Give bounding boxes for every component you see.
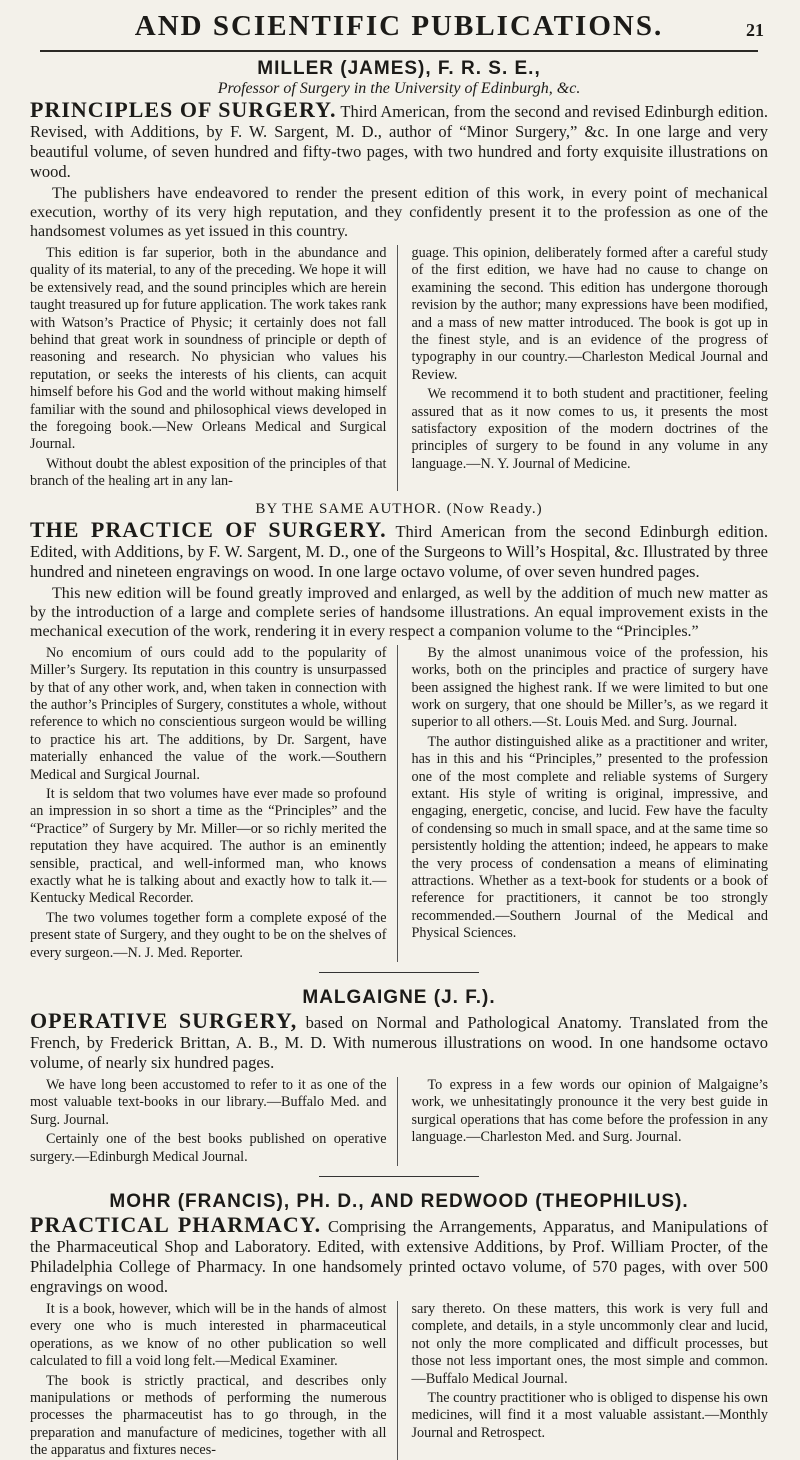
reviews-right-column <box>412 245 769 491</box>
entry-miller-practice <box>30 501 768 962</box>
reviews-left-column <box>30 245 398 491</box>
running-head <box>30 10 768 50</box>
book-title: PRACTICAL PHARMACY. <box>30 1212 322 1238</box>
header-rule <box>40 50 758 52</box>
section-divider <box>319 1176 479 1177</box>
book-title: THE PRACTICE OF SURGERY. <box>30 516 387 542</box>
reviews-left-column <box>30 1077 398 1166</box>
reviews-right-column <box>412 1301 769 1460</box>
reviews-right-column <box>412 645 769 962</box>
book-title-block <box>30 97 768 182</box>
review-text: guage. This opinion, deliberately formed after a careful study of the first edition, we have had no cause to change on examining the second. This edition has undergone thorough revision by the author; many expressions have been modified, and a mass of new matter introduced. The book is got up in the finest style, and is an evidence of the progress of typography in our country.—Charleston Medical Journal and Review. <box>411 245 768 383</box>
book-description: Third American, from the second and revised Edinburgh edition. Revised, with Additions, by F. W. Sargent, M. D., author of “Minor Surgery,” &c. In one large and very beautiful volume, of seven hundred and fifty-two pages, with two hundred and forty exquisite illustrations on wood. <box>30 102 768 181</box>
reviews-right-column <box>412 1077 769 1166</box>
review-text: No encomium of ours could add to the popularity of Miller’s Surgery. Its reputation in this country is unsurpassed by that of any other work, and, when taken in connection with the author’s Principles of Surgery, constitutes a whole, without reference to which no conscientious surgeon would be willing to practice his art. The additions, by Dr. Sargent, have materially enhanced the value of the work.—Southern Medical and Surgical Journal. <box>30 644 387 783</box>
review-text: We recommend it to both student and practitioner, feeling assured that as it now comes to us, it presents the most satisfactory exposition of the modern doctrines of the principles of surgery to be found in any volume in any language.—N. Y. Journal of Medicine. <box>411 386 768 472</box>
author-heading: MALGAIGNE (J. F.). <box>302 987 496 1008</box>
author-heading: MOHR (FRANCIS), PH. D., AND REDWOOD (THEOPHILUS). <box>109 1191 689 1213</box>
entry-malgaigne <box>30 987 768 1166</box>
author-heading: MILLER (JAMES), F. R. S. E., <box>257 58 541 79</box>
book-description: Comprising the Arrangements, Apparatus, and Manipulations of the Pharmaceutical Shop and Laboratory. Edited, with extensive Additions, by Prof. William Procter, of the Philadelphia College of Pharmacy. In one handsomely printed octavo volume, of 570 pages, with over 500 engravings on wood. <box>30 1217 768 1297</box>
book-title: PRINCIPLES OF SURGERY. <box>30 97 337 122</box>
review-text: To express in a few words our opinion of Malgaigne’s work, we unhesitatingly pronounce it the very best guide in surgical operations that has come before the profession in any language.—Charleston Med. and Surg. Journal. <box>411 1077 768 1146</box>
review-text: It is a book, however, which will be in the hands of almost every one who is much interested in pharmaceutical operations, as we know of no other publication so well calculated to fill a void long felt.—Medical Examiner. <box>30 1301 387 1370</box>
review-text: This edition is far superior, both in the abundance and quality of its material, to any of the preceding. We hope it will be extensively read, and the sound principles which are herein taught treasured up for future application. The work takes rank with Watson’s Practice of Physic; it certainly does not fall behind that great work in soundness of principle or depth of reasoning and research. No physician who values his reputation, or seeks the interests of his clients, can acquit himself before his God and the world without making himself familiar with the sound and philosophical views developed in the foregoing book.—New Orleans Medical and Surgical Journal. <box>30 245 387 453</box>
review-text: Certainly one of the best books published on operative surgery.—Edinburgh Medical Journal. <box>30 1131 387 1165</box>
author-affiliation: Professor of Surgery in the University of Edinburgh, &c. <box>217 80 581 97</box>
book-description: based on Normal and Pathological Anatomy. Translated from the French, by Frederick Brittan, A. B., M. D. With numerous illustrations on wood. In one handsome octavo volume, of nearly six hundred pages. <box>30 1013 768 1072</box>
review-text: The two volumes together form a complete exposé of the present state of Surgery, and they ought to be on the shelves of every surgeon.—N. J. Med. Reporter. <box>30 909 387 961</box>
book-title-block <box>30 1008 768 1073</box>
reviews <box>30 1301 768 1460</box>
reviews <box>30 645 768 962</box>
review-text: sary thereto. On these matters, this work is very full and complete, and details, in a style uncommonly clear and lucid, not only the more complicated and difficult processes, but those not less important ones, the most simple and common.—Buffalo Medical Journal. <box>411 1301 768 1387</box>
entry-miller-principles <box>30 58 768 491</box>
byline: BY THE SAME AUTHOR. (Now Ready.) <box>255 500 543 517</box>
review-text: We have long been accustomed to refer to it as one of the most valuable text-books in our library.—Buffalo Med. and Surg. Journal. <box>30 1077 387 1128</box>
review-text: By the almost unanimous voice of the profession, his works, both on the principles and practice of surgery have been assigned the highest rank. If we were limited to but one work on surgery, that one should be Miller’s, as we regard it superior to all others.—St. Louis Med. and Surg. Journal. <box>411 644 768 731</box>
reviews <box>30 245 768 491</box>
book-title-block <box>30 516 768 582</box>
review-text: The book is strictly practical, and describes only manipulations or methods of performing the numerous processes the pharmaceutist has to go through, in the preparation and manufacture of medicines, together with all the apparatus and fixtures neces- <box>30 1372 387 1459</box>
book-description: Third American from the second Edinburgh edition. Edited, with Additions, by F. W. Sargent, M. D., one of the Surgeons to Will’s Hospital, &c. Illustrated by three hundred and nineteen engravings on wood. In one large octavo volume, of over seven hundred pages. <box>30 521 768 581</box>
publisher-note: This new edition will be found greatly improved and enlarged, as well by the addition of much new matter as by the introduction of a large and complete series of handsome illustrations. An equal improvement exists in the mechanical execution of the work, rendering it in every respect a companion volume to the “Principles.” <box>30 584 768 640</box>
section-divider <box>319 972 479 973</box>
page-number: 21 <box>746 20 764 40</box>
reviews-left-column <box>30 645 398 962</box>
book-title-block <box>30 1212 768 1297</box>
reviews-left-column <box>30 1301 398 1460</box>
publisher-note: The publishers have endeavored to render the present edition of this work, in every point of mechanical execution, worthy of its very high reputation, and they confidently present it to the profession as one of the handsomest volumes as yet issued in this country. <box>30 185 768 240</box>
review-text: It is seldom that two volumes have ever made so profound an impression in so short a time as the “Principles” and the “Practice” of Surgery by Mr. Miller—or so richly merited the reputation they have acquired. The author is an eminently sensible, practical, and well-informed man, who knows exactly what he is talking about and exactly how to talk it.—Kentucky Medical Recorder. <box>30 785 387 907</box>
review-text: The country practitioner who is obliged to dispense his own medicines, will find it a most valuable assistant.—Monthly Journal and Retrospect. <box>411 1390 768 1441</box>
book-title: OPERATIVE SURGERY, <box>30 1008 298 1033</box>
entry-mohr-redwood <box>30 1191 768 1460</box>
review-text: Without doubt the ablest exposition of the principles of that branch of the healing art in any lan- <box>30 455 387 490</box>
review-text: The author distinguished alike as a practitioner and writer, has in this and his “Principles,” presented to the profession one of the most complete and reliable systems of Surgery extant. His style of writing is original, impressive, and engaging, energetic, concise, and lucid. Few have the faculty of condensing so much in small space, and at the same time so persistently holding the attention; indeed, he appears to make the very process of condensation a means of eliminating attractions. Whether as a text-book for students or a book of reference for practitioners, it cannot be too strongly recommended.—Southern Journal of the Medical and Physical Sciences. <box>411 733 768 942</box>
reviews <box>30 1077 768 1166</box>
running-title: AND SCIENTIFIC PUBLICATIONS. <box>134 10 664 42</box>
